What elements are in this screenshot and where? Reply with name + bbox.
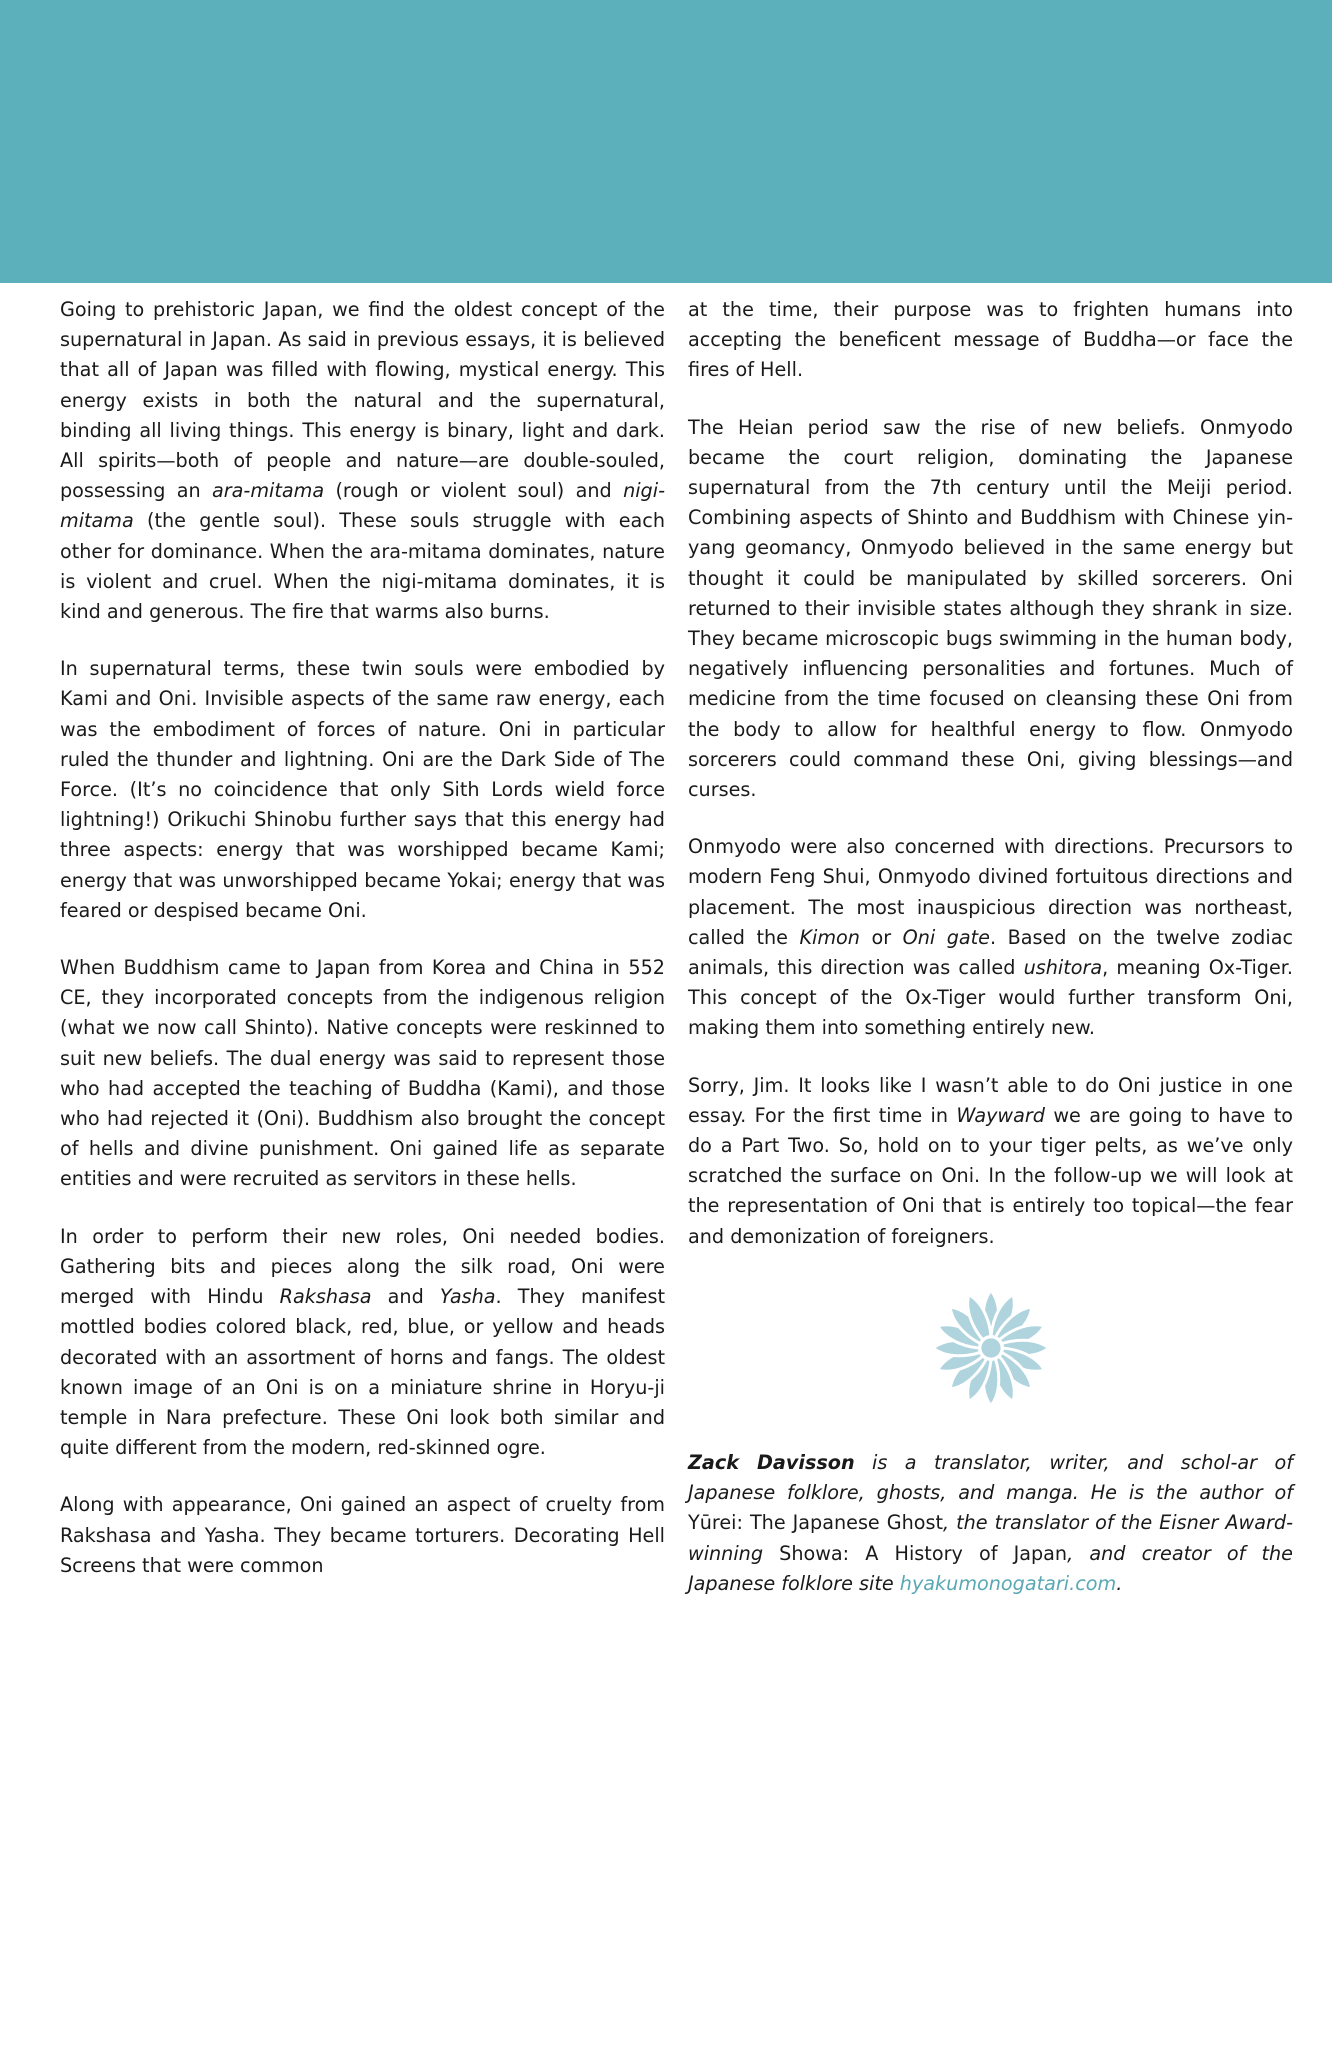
- italic-run: is a translator, writer, and schol-ar of Japanese folklore, ghosts, and manga. He is the author of: [688, 1450, 1293, 1505]
- body-paragraph: [60, 953, 665, 1195]
- body-paragraph: [688, 1071, 1293, 1252]
- book-title: Showa: A History of Japan: [779, 1541, 1068, 1565]
- text-run: . Based on the twelve zodiac animals, this direction was called: [688, 925, 1293, 980]
- author-bio: [688, 1448, 1293, 1599]
- body-paragraph: [688, 832, 1293, 1043]
- chrysanthemum-kiku-logo: [917, 1274, 1065, 1422]
- body-paragraph: [60, 654, 665, 926]
- italic-run: Wayward: [956, 1103, 1045, 1127]
- right-column-paragraphs: [688, 295, 1293, 1252]
- body-paragraph: [688, 295, 1293, 386]
- text-run: Going to prehistoric Japan, we find the oldest concept of the supernatural in Japan. As said in previous essays, it is believed that all of Japan was filled with flowing, mystical energy. This energy exists in both the natural and the supernatural, binding all living things. This energy is binary, light and dark. All spirits—both of people and nature—are double-souled, possessing an: [60, 298, 665, 503]
- italic-run: Yasha: [439, 1285, 496, 1309]
- italic-run: Rakshasa: [279, 1285, 372, 1309]
- italic-run: Kimon: [799, 925, 860, 949]
- text-run: (the gentle soul). These souls struggle with each other for dominance. When the ara-mitama dominates, nature is violent and cruel. When the nigi-mitama dominates, it is kind and generous. The fire that warms also burns.: [60, 509, 665, 624]
- author-name: Zack Davisson: [688, 1450, 855, 1474]
- logo-container: [688, 1274, 1293, 1422]
- italic-run: ara-mitama: [212, 479, 325, 503]
- italic-run: .: [1116, 1571, 1123, 1595]
- text-run: When Buddhism came to Japan from Korea and China in 552 CE, they incorporated concepts from the indigenous religion (what we now call Shinto). Native concepts were reskinned to suit new beliefs. The dual energy was said to represent those who had accepted the teaching of Buddha (Kami), and those who had rejected it (Oni). Buddhism also brought the concept of hells and divine punishment. Oni gained life as separate entities and were recruited as servitors in these hells.: [60, 956, 665, 1191]
- body-paragraph: [60, 1490, 665, 1581]
- italic-run: , and creator of the Japanese folklore site: [688, 1541, 1293, 1595]
- italic-run: nigi-mitama: [60, 479, 665, 533]
- text-run: we are going to have to do a Part Two. So, hold on to your tiger pelts, as we’ve only scratched the surface on Oni. In the follow-up we will look at the representation of Oni that is entirely too topical—the fear and demonization of foreigners.: [688, 1103, 1293, 1248]
- text-run: The Heian period saw the rise of new beliefs. Onmyodo became the court religion, dominating the Japanese supernatural from the 7th century until the Meiji period. Combining aspects of Shinto and Buddhism with Chinese yin-yang geomancy, Onmyodo believed in the same energy but thought it could be manipulated by skilled sorcerers. Oni returned to their invisible states although they shrank in size. They became microscopic bugs swimming in the human body, negatively influencing personalities and fortunes. Much of medicine from the time focused on cleansing these Oni from the body to allow for healthful energy to flow. Onmyodo sorcerers could command these Oni, giving blessings—and curses.: [688, 415, 1293, 802]
- right-text-column: [688, 295, 1293, 1599]
- text-run: at the time, their purpose was to frighten humans into accepting the beneficent message of Buddha—or face the fires of Hell.: [688, 298, 1293, 382]
- text-run: In supernatural terms, these twin souls were embodied by Kami and Oni. Invisible aspects of the same raw energy, each was the embodiment of forces of nature. Oni in particular ruled the thunder and lightning. Oni are the Dark Side of The Force. (It’s no coincidence that only Sith Lords wield force lightning!) Orikuchi Shinobu further says that this energy had three aspects: energy that was worshipped became Kami; energy that was unworshipped became Yokai; energy that was feared or despised became Oni.: [60, 657, 665, 922]
- text-run: . They manifest mottled bodies colored black, red, blue, or yellow and heads decorated with an assortment of horns and fangs. The oldest known image of an Oni is on a miniature shrine in Horyu-ji temple in Nara prefecture. These Oni look both similar and quite different from the modern, red-skinned ogre.: [60, 1285, 666, 1460]
- text-run: and: [371, 1285, 440, 1309]
- text-run: or: [859, 925, 903, 949]
- text-run: In order to perform their new roles, Oni needed bodies. Gathering bits and pieces along the silk road, Oni were merged with Hindu: [60, 1224, 665, 1309]
- article-columns: [0, 283, 1332, 2048]
- book-title: Yūrei: The Japanese Ghost: [688, 1511, 944, 1535]
- text-run: (rough or violent soul) and: [324, 479, 624, 503]
- italic-run: Oni gate: [902, 925, 990, 949]
- italic-run: ushitora: [1023, 956, 1103, 980]
- body-paragraph: [60, 1222, 665, 1464]
- text-run: Onmyodo were also concerned with directions. Precursors to modern Feng Shui, Onmyodo divined fortuitous directions and placement. The most inauspicious direction was northeast, called the: [688, 835, 1293, 949]
- body-paragraph: [688, 413, 1293, 806]
- website-link[interactable]: hyakumonogatari.com: [899, 1571, 1117, 1595]
- italic-run: , the translator of the Eisner Award-winning: [688, 1511, 1294, 1565]
- text-run: , meaning Ox-Tiger. This concept of the Ox-Tiger would further transform Oni, making them into something entirely new.: [688, 956, 1293, 1040]
- header-color-band: [0, 0, 1332, 283]
- text-run: Along with appearance, Oni gained an aspect of cruelty from Rakshasa and Yasha. They became torturers. Decorating Hell Screens that were common: [60, 1493, 665, 1577]
- left-text-column: [60, 295, 665, 1581]
- body-paragraph: [60, 295, 665, 627]
- text-run: Sorry, Jim. It looks like I wasn’t able to do Oni justice in one essay. For the first time in: [688, 1073, 1293, 1127]
